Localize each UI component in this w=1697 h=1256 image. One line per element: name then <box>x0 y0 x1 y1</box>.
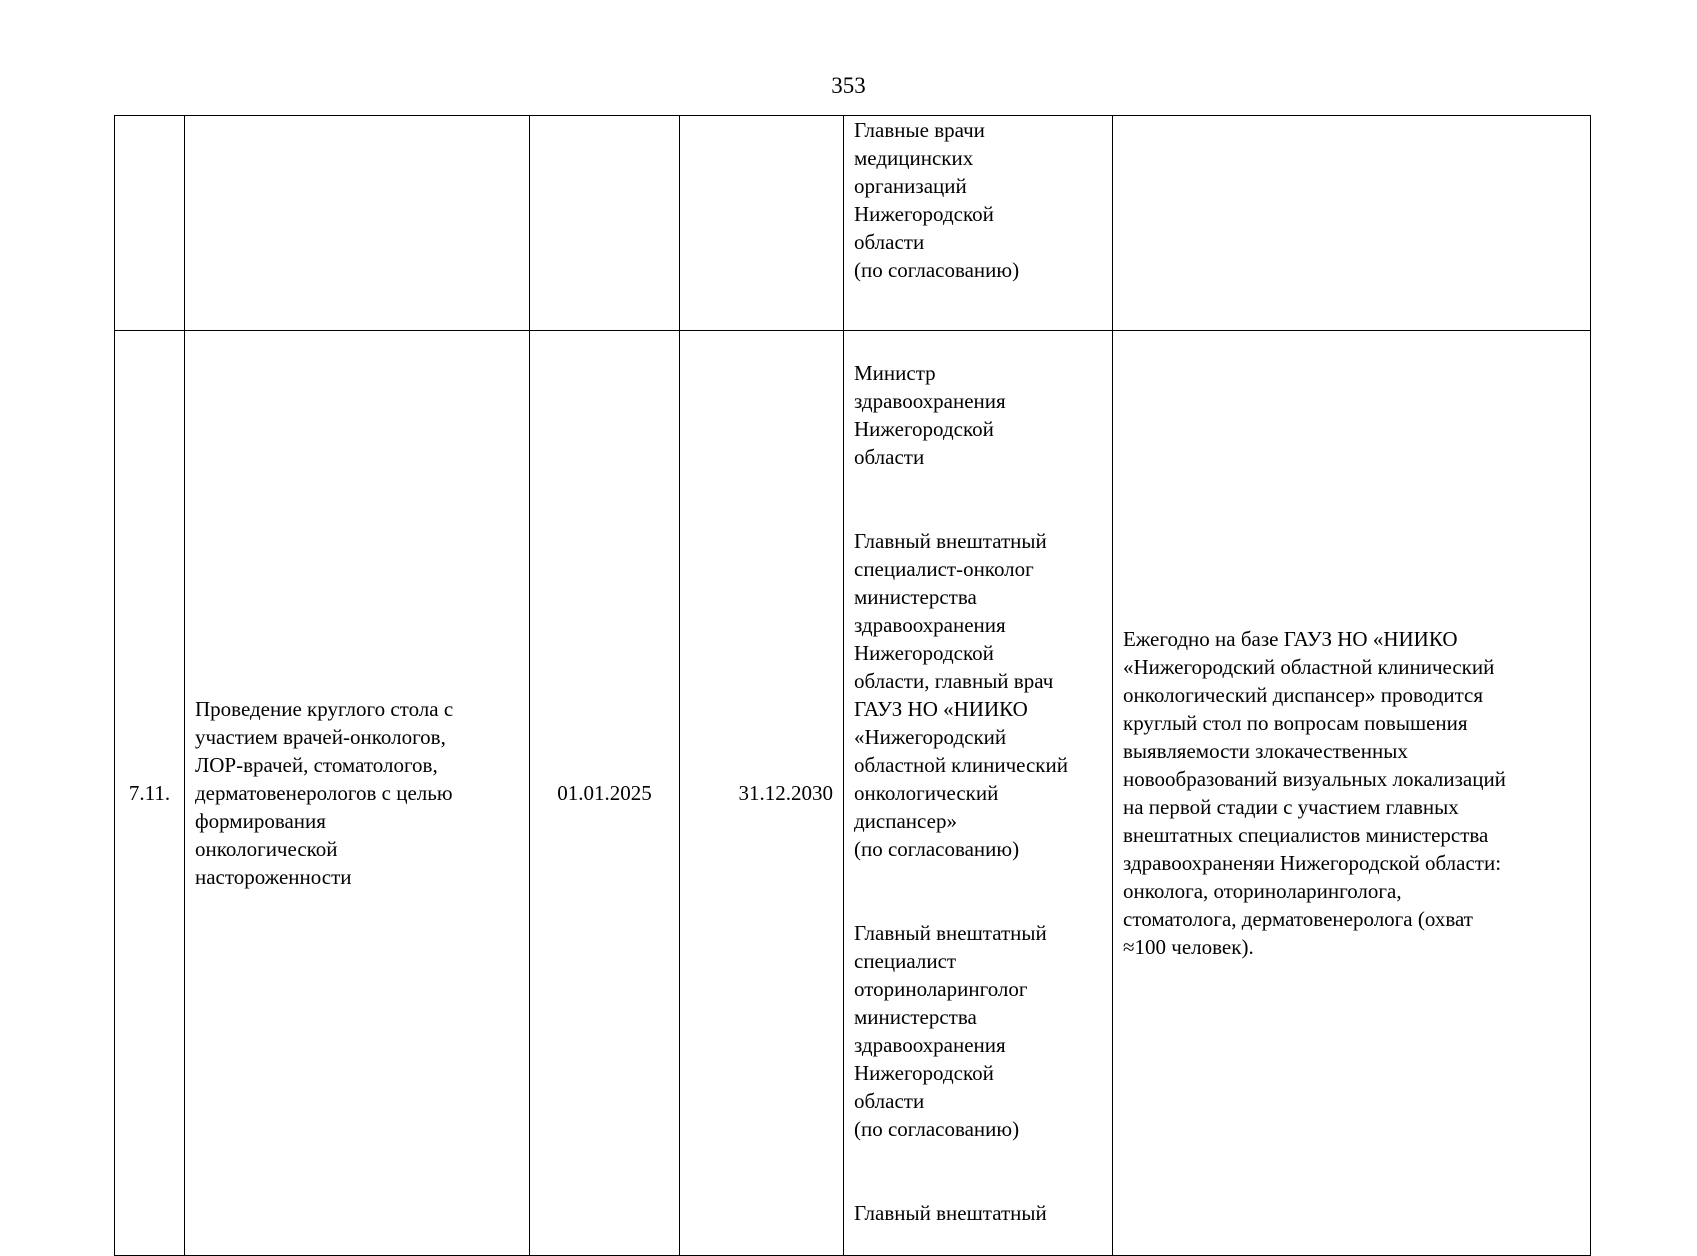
cell-end-date: 31.12.2030 <box>680 331 844 1256</box>
responsible-chief-specialist-continued: Главный внештатный <box>854 1201 1047 1225</box>
cell-start-date: 01.01.2025 <box>530 331 680 1256</box>
responsible-minister: Министр здравоохранения Нижегородской области <box>854 361 1006 469</box>
cell-start-date-empty <box>530 116 680 331</box>
table-row-7-11 <box>115 331 1591 1256</box>
plan-table <box>114 115 1591 1256</box>
cell-event-empty <box>185 116 530 331</box>
cell-expected-result: Ежегодно на базе ГАУЗ НО «НИИКО «Нижегородский областной клинический онкологический диспансер» проводится круглый стол по вопросам повышения выявляемости злокачественных новообразований визуальных локализаций на первой стадии с участием главных внештатных специалистов министерства здравоохраненяи Нижегородской области: онколога, оториноларинголога, стоматолога, дерматовенеролога (охват ≈100 человек). <box>1113 331 1591 1256</box>
cell-result-empty <box>1113 116 1591 331</box>
cell-event-name: Проведение круглого стола с участием врачей-онкологов, ЛОР-врачей, стоматологов, дерматовенерологов с целью формирования онкологической настороженности <box>185 331 530 1256</box>
cell-end-date-empty <box>680 116 844 331</box>
responsible-chief-oncologist: Главный внештатный специалист-онколог министерства здравоохранения Нижегородской области, главный врач ГАУЗ НО «НИИКО «Нижегородский областной клинический онкологический диспансер» (по согласованию) <box>854 529 1068 861</box>
cell-responsible-continuation: Главные врачи медицинских организаций Нижегородской области (по согласованию) <box>844 116 1113 331</box>
cell-row-number: 7.11. <box>115 331 185 1256</box>
table-row-continuation <box>115 116 1591 331</box>
cell-responsible-list <box>844 331 1113 1256</box>
responsible-chief-otorhinolaryngologist: Главный внештатный специалист оториноларинголог министерства здравоохранения Нижегородской области (по согласованию) <box>854 921 1047 1141</box>
page-number: 353 <box>831 73 866 98</box>
cell-number-empty <box>115 116 185 331</box>
